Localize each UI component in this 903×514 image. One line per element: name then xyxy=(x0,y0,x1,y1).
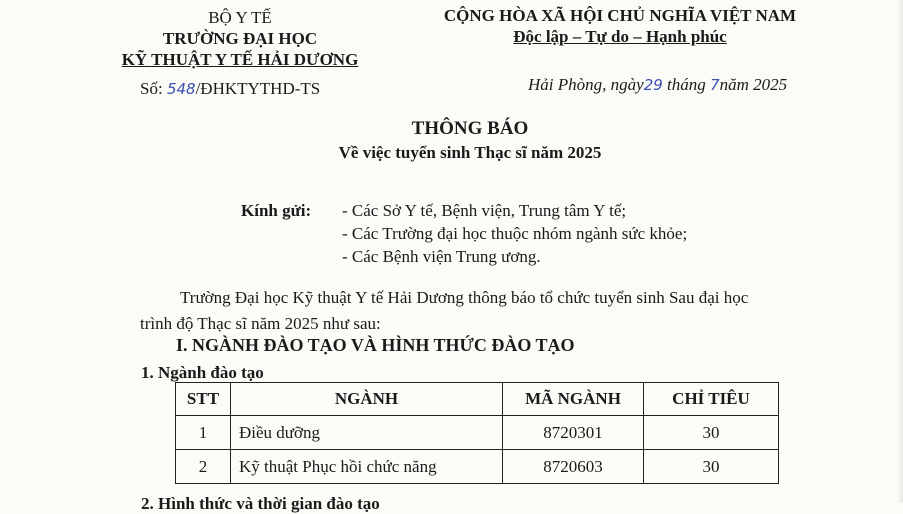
subsection-heading: 1. Ngành đào tạo xyxy=(141,363,264,382)
greeting-label: Kính gửi: xyxy=(241,201,312,220)
date-line xyxy=(528,75,787,95)
date-prefix: Hải Phòng, ngày xyxy=(528,75,644,94)
intro-paragraph-line2: trình độ Thạc sĩ năm 2025 như sau: xyxy=(140,314,381,333)
table-cell: 30 xyxy=(644,450,779,484)
column-header: NGÀNH xyxy=(231,383,503,416)
date-day-handwritten: 29 xyxy=(643,76,663,94)
recipient-item: - Các Bệnh viện Trung ương. xyxy=(342,247,541,266)
document-number xyxy=(140,79,320,99)
date-year: năm 2025 xyxy=(719,75,788,94)
table-cell: 30 xyxy=(644,416,779,450)
document-subtitle: Về việc tuyển sinh Thạc sĩ năm 2025 xyxy=(338,143,602,162)
date-month-handwritten: 7 xyxy=(710,76,720,94)
intro-paragraph-line1: Trường Đại học Kỹ thuật Y tế Hải Dương thông báo tổ chức tuyển sinh Sau đại học xyxy=(180,288,749,307)
national-motto: Độc lập – Tự do – Hạnh phúc xyxy=(513,27,727,46)
table-row xyxy=(176,450,779,484)
nation-name: CỘNG HÒA XÃ HỘI CHỦ NGHĨA VIỆT NAM xyxy=(443,6,797,25)
table-cell: 2 xyxy=(176,450,231,484)
university-name-line1: TRƯỜNG ĐẠI HỌC xyxy=(162,29,318,48)
table-cell: 8720301 xyxy=(503,416,644,450)
column-header: MÃ NGÀNH xyxy=(503,383,644,416)
ministry-name: BỘ Y TẾ xyxy=(208,8,272,27)
table-header-row xyxy=(176,383,779,416)
column-header: STT xyxy=(176,383,231,416)
doc-number-handwritten: 548 xyxy=(166,80,196,98)
majors-table xyxy=(175,382,779,484)
table-cell: Kỹ thuật Phục hồi chức năng xyxy=(231,450,503,484)
doc-number-prefix: Số: xyxy=(140,79,167,98)
column-header: CHỈ TIÊU xyxy=(644,383,779,416)
university-name-line2: KỸ THUẬT Y TẾ HẢI DƯƠNG xyxy=(121,50,359,69)
document-title: THÔNG BÁO xyxy=(411,118,529,139)
subsection-heading: 2. Hình thức và thời gian đào tạo xyxy=(141,494,380,513)
date-month-label: tháng xyxy=(662,75,711,94)
table-cell: 1 xyxy=(176,416,231,450)
section-heading: I. NGÀNH ĐÀO TẠO VÀ HÌNH THỨC ĐÀO TẠO xyxy=(176,335,575,355)
table-cell: Điều dưỡng xyxy=(231,416,503,450)
page-edge xyxy=(897,0,903,503)
doc-number-suffix: /ĐHKTYTHD-TS xyxy=(195,79,321,98)
recipient-item: - Các Trường đại học thuộc nhóm ngành sức khỏe; xyxy=(342,224,688,243)
table-row xyxy=(176,416,779,450)
recipient-item: - Các Sở Y tế, Bệnh viện, Trung tâm Y tế; xyxy=(342,201,627,220)
table-cell: 8720603 xyxy=(503,450,644,484)
